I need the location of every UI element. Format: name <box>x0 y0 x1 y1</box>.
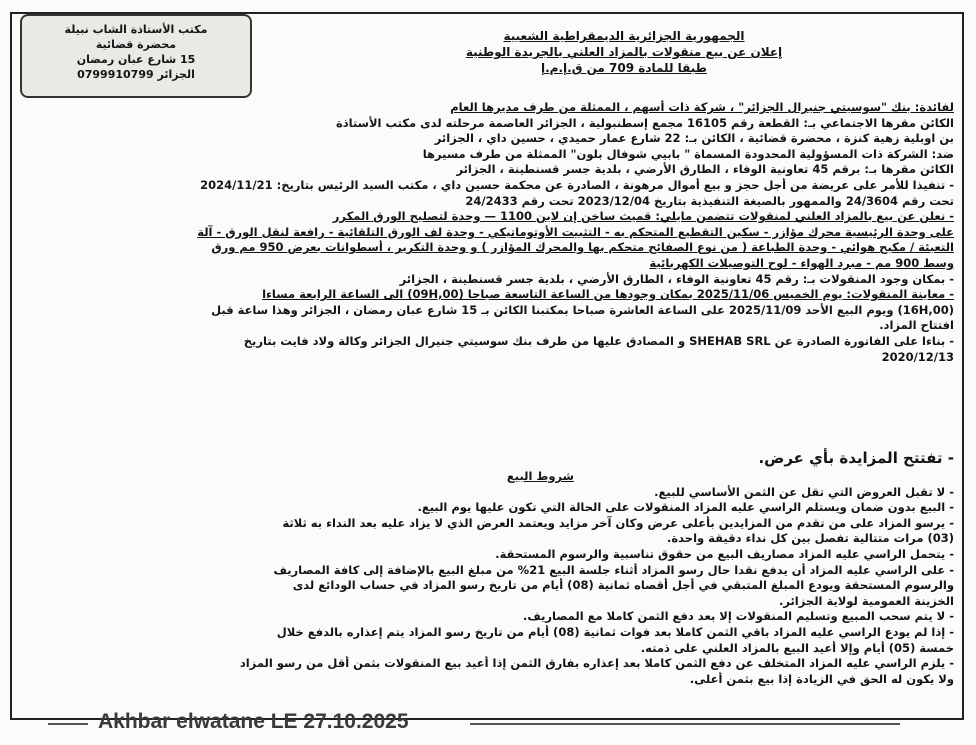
terms-title: شروط البيع <box>506 469 574 483</box>
notice-header <box>294 28 954 76</box>
republic-title: الجمهورية الجزائرية الديمقراطية الشعبية <box>503 29 745 43</box>
term-line: (03) مرات متتالية تفصل بين كل نداء دقيقة واحدة. <box>667 531 954 546</box>
footer-rule-left <box>48 723 88 725</box>
legal-article: طبقا للمادة 709 من ق.إ.م.إ <box>541 61 707 75</box>
notice-body <box>22 100 954 365</box>
term-line: خمسة (05) أيام وإلا أعيد البيع بالمزاد العلني على ذمته. <box>640 640 954 655</box>
notice-line: تحت رقم 24/3604 والممهور بالصيغة التنفيذية بتاريخ 2023/12/04 تحت رقم 24/2433 <box>465 193 954 208</box>
term-line: ولا يكون له الحق في الزيادة إذا بيع بثمن أعلى. <box>689 671 954 686</box>
notice-title: إعلان عن بيع منقولات بالمزاد العلني بالجريدة الوطنية <box>465 45 783 59</box>
term-line: - على الراسي عليه المزاد أن يدفع نقدا حال رسو المزاد أثناء جلسة البيع 21% من مبلغ البيع بالإضافة إلى كافة المصاريف <box>273 562 954 577</box>
terms-list <box>22 485 954 688</box>
term-line: - يرسو المزاد على من تقدم من المزايدين بأعلى عرض وكان آخر مزايد ويعتمد العرض الذي لا يزاد عليه بعد النداء به ثلاثة <box>282 515 954 530</box>
term-line: الخزينة العمومية لولاية الجزائر. <box>778 593 954 608</box>
term-line: - لا تقبل العروض التي تقل عن الثمن الأساسي للبيع. <box>654 484 954 499</box>
notice-line: - بناءا على الفاتورة الصادرة عن SHEHAB SRL و المصادق عليها من طرف بنك سوسيتي جنيرال الجزائر وكالة ولاد فايت بتاريخ <box>243 333 954 348</box>
footer-rule-right <box>470 723 900 725</box>
sale-terms <box>22 447 954 687</box>
notice-line: وسط 900 مم - مبرد الهواء - لوح التوصيلات الكهربائية <box>649 255 954 270</box>
notice-line: افتتاح المزاد. <box>879 318 954 333</box>
term-line: والرسوم المستحقة ويودع المبلغ المتبقي في أجل أقصاه ثمانية (08) أيام من تاريخ رسو المزاد في حساب الودائع لدى <box>292 578 954 593</box>
term-line: - يتحمل الراسي عليه المزاد مصاريف البيع من حقوق تناسبية والرسوم المستحقة. <box>495 546 954 561</box>
notice-line: الكائن مقرها الاجتماعي بـ: القطعة رقم 16105 مجمع إسطنبولية ، الجزائر العاصمة مرحلته لدى مكتب الأستاذة <box>335 115 954 130</box>
notice-line: - معاينة المنقولات: يوم الخميس 2025/11/06 بمكان وجودها من الساعة التاسعة صباحا (09H,00) الى الساعة الرابعة مساءا <box>262 287 954 302</box>
office-line: الجزائر 0799910799 <box>77 68 195 81</box>
office-line: مكتب الأستاذة الشاب نبيلة <box>64 23 208 36</box>
notice-line: ضد: الشركة ذات المسؤولية المحدودة المسماة " بابيي شوفال بلون" الممثلة من طرف مسيرها <box>422 146 954 161</box>
notice-line: - نعلن عن بيع بالمزاد العلني لمنقولات تتضمن مايلي: قميث ساخن إن لاين 1100 — وحدة لتصليح الورق المكرر <box>332 209 954 224</box>
newspaper-source: Akhbar elwatane LE 27.10.2025 <box>98 710 409 733</box>
term-line: - لا يتم سحب المبيع وتسليم المنقولات إلا بعد دفع الثمن كاملا مع المصاريف. <box>523 609 954 624</box>
notice-line: - بمكان وجود المنقولات بـ: رقم 45 تعاونية الوفاء ، الطارق الأرضي ، بلدية جسر قسنطينة ، الجزائر <box>399 271 954 286</box>
office-line: 15 شارع عبان رمضان <box>76 53 196 66</box>
notice-line: بن اوبلية زهية كنزة ، محضرة قضائية ، الكائن بـ: 22 شارع عمار حميدي ، حسين داي ، الجزائر <box>434 131 954 146</box>
notice-line: - تنفيذا للأمر على عريضة من أجل حجز و بيع أموال مرهونة ، الصادرة عن محكمة حسين داي ، مكتب السيد الرئيس بتاريخ: 2024/11/21 <box>200 177 954 192</box>
notice-line: 2020/12/13 <box>881 349 954 364</box>
notice-line: لفائدة: بنك "سوسيتي جنيرال الجزائر" ، شركة ذات أسهم ، الممثلة من طرف مديرها العام <box>450 100 954 114</box>
term-line: - إذا لم يودع الراسي عليه المزاد باقي الثمن كاملا بعد فوات ثمانية (08) أيام من تاريخ رسو المزاد يتم إعذاره بالدفع خلال <box>276 624 954 639</box>
notice-line: على وحدة الرئيسية محرك مؤازر - سكين التقطيع المتحكم به - التثبيت الأوتوماتيكي - وحدة لف الورق التلقائية - رافعة لنقل الورق - آلة <box>197 224 954 239</box>
footer <box>48 710 948 738</box>
notice-line: التعبئة / مكبح هوائي - وحدة الطباعة ( من نوع الصفائح متحكم بها والمحرك المؤازر ) و وحدة التكرير ، أسطوانات بعرض 950 مم ورق <box>211 240 954 255</box>
notice-line: الكائن مقرها بـ: برقم 45 تعاونية الوفاء ، الطارق الأرضي ، بلدية جسر قسنطينة ، الجزائر <box>456 162 954 177</box>
term-line: - البيع بدون ضمان ويستلم الراسي عليه المزاد المنقولات على الحالة التي تكون عليها يوم البيع. <box>417 500 954 515</box>
notice-line: (16H,00) ويوم البيع الأحد 2025/11/09 على الساعة العاشرة صباحا بمكتبنا الكائن بـ 15 شارع عبان رمضان ، الجزائر وهذا ساعة قبل <box>211 302 954 317</box>
office-line: محضرة قضائية <box>95 38 177 51</box>
term-line: - يلزم الراسي عليه المزاد المتخلف عن دفع الثمن كاملا بعد إعذاره بفارق الثمن إذا أعيد بيع المنقولات بثمن أقل من رسو المزاد <box>239 656 954 671</box>
notice-content <box>22 22 954 718</box>
opening-statement: - تفتتح المزايدة بأي عرض. <box>758 449 954 467</box>
